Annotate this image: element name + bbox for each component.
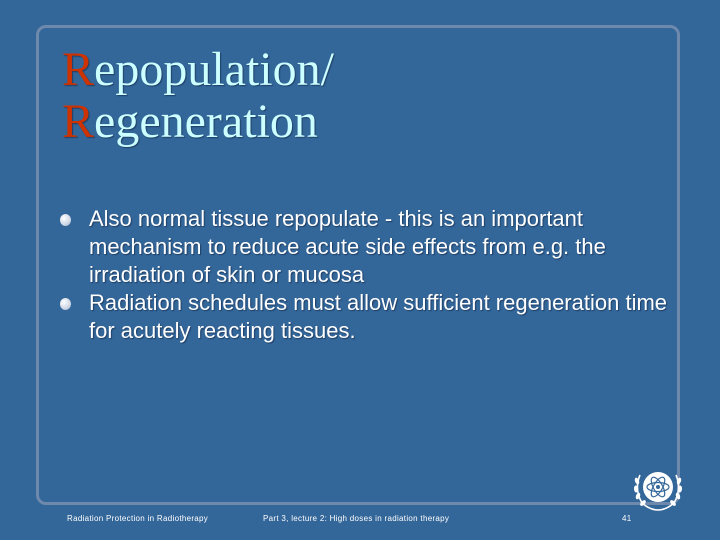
title-initial-r-1: R	[62, 43, 95, 96]
bullet-dot-icon	[60, 298, 71, 310]
title-line-1: epopulation/	[94, 43, 334, 96]
bullet-dot-icon	[60, 214, 71, 226]
title-initial-r-2: R	[62, 95, 95, 148]
bullet-text: Also normal tissue repopulate - this is an important mechanism to reduce acute side effects from e.g. the irradiation of skin or mucosa	[89, 206, 606, 287]
iaea-emblem-icon	[630, 463, 686, 513]
bullet-list	[60, 205, 670, 345]
slide-title	[62, 44, 662, 148]
page-number: 41	[622, 514, 632, 523]
bullet-item	[60, 289, 670, 345]
footer-lecture-title: Part 3, lecture 2: High doses in radiation therapy	[263, 514, 450, 523]
bullet-item	[60, 205, 670, 289]
bullet-text: Radiation schedules must allow sufficient regeneration time for acutely reacting tissues.	[89, 290, 668, 343]
footer-course-title: Radiation Protection in Radiotherapy	[67, 514, 209, 523]
title-line-2: egeneration	[94, 95, 318, 148]
